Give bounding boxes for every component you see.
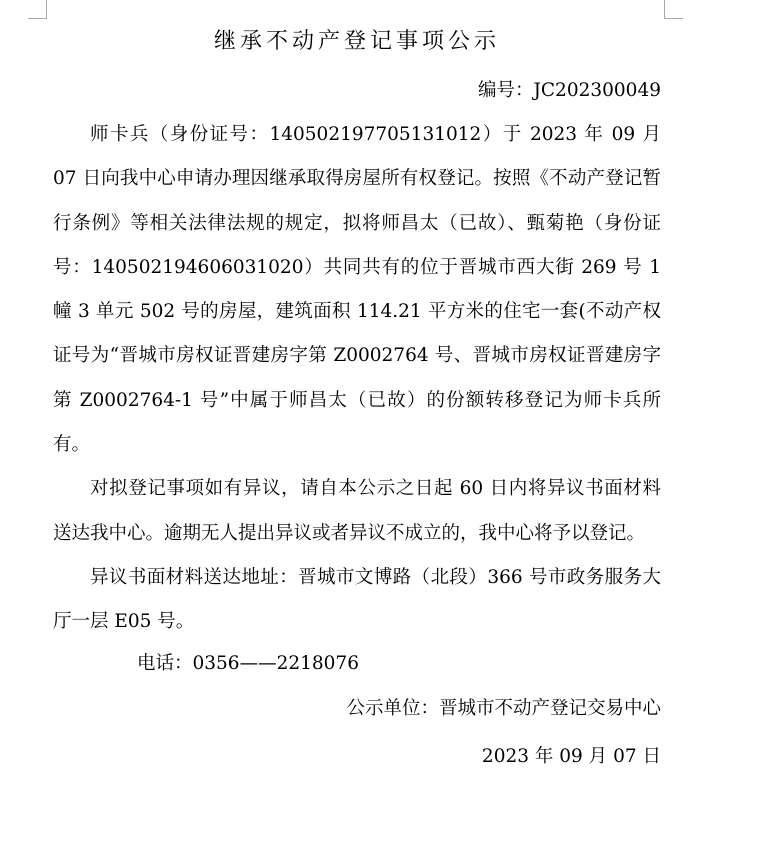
- paragraph-objection: 对拟登记事项如有异议，请自本公示之日起 60 日内将异议书面材料送达我中心。逾期无人提出异议或者异议不成立的，我中心将予以登记。: [53, 478, 661, 544]
- document-number: 编号：JC202300049: [477, 80, 661, 101]
- crop-mark-top-left: [28, 0, 47, 19]
- crop-mark-top-right: [664, 0, 683, 19]
- issue-date: 2023 年 09 月 07 日: [481, 745, 661, 767]
- contact-phone: 电话：0356——2218076: [137, 652, 359, 674]
- paragraph-application: 师卡兵（身份证号：140502197705131012）于 2023 年 09 月 07 日向我中心申请办理因继承取得房屋所有权登记。按照《不动产登记暂行条例》等相关法律法规的规定，拟将师昌太（已故）、甄菊艳（身份证号：140502194606031020）共同共有的位于晋城市西大街 269 号 1 幢 3 单元 502 号的房屋，建筑面积 114.21 平方米的住宅一套(不动产权证号为“晋城市房权证晋建房字第 Z0002764 号、晋城市房权证晋建房字第 Z0002764-1 号”中属于师昌太（已故）的份额转移登记为师卡兵所有。: [53, 124, 661, 456]
- document-title: 继承不动产登记事项公示: [213, 29, 500, 54]
- document-body: [53, 22, 661, 779]
- issuing-unit: 公示单位：晋城市不动产登记交易中心: [346, 697, 661, 719]
- paragraph-address: 异议书面材料送达地址：晋城市文博路（北段）366 号市政务服务大厅一层 E05 号。: [53, 566, 661, 633]
